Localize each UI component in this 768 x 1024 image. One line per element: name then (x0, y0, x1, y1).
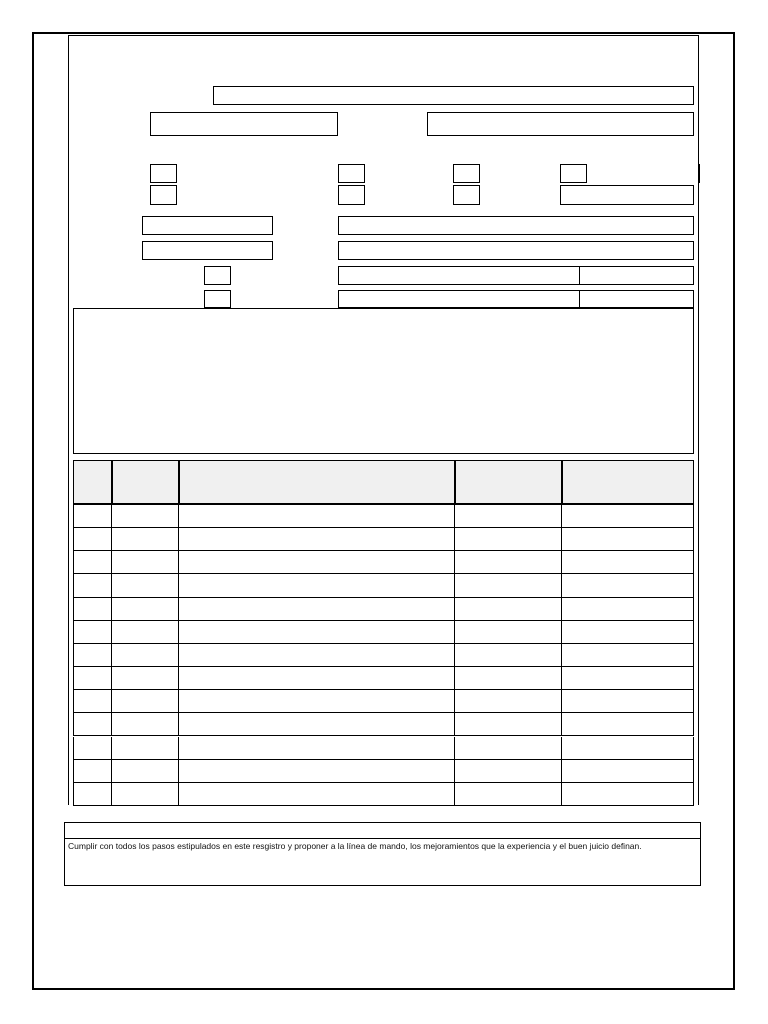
table-cell[interactable] (561, 505, 695, 527)
footer-note-header (64, 822, 701, 839)
table-cell[interactable] (178, 737, 454, 759)
table-cell[interactable] (178, 621, 454, 643)
table-row (73, 551, 694, 574)
table-cell[interactable] (454, 598, 561, 620)
records-table (73, 460, 694, 806)
table-cell[interactable] (111, 760, 178, 782)
table-cell[interactable] (561, 598, 695, 620)
split-field-2-divider (579, 291, 580, 307)
table-row (73, 644, 694, 667)
info-field-left-2[interactable] (142, 241, 273, 260)
table-cell[interactable] (454, 690, 561, 712)
table-cell[interactable] (74, 644, 111, 666)
checkbox-2b[interactable] (338, 185, 365, 205)
split-field-1[interactable] (338, 266, 694, 285)
table-cell[interactable] (111, 574, 178, 596)
table-cell[interactable] (178, 783, 454, 805)
table-cell[interactable] (561, 783, 695, 805)
table-cell[interactable] (454, 644, 561, 666)
table-cell[interactable] (561, 551, 695, 573)
table-cell[interactable] (111, 598, 178, 620)
table-cell[interactable] (74, 551, 111, 573)
table-cell[interactable] (561, 644, 695, 666)
description-area[interactable] (73, 308, 694, 454)
table-cell[interactable] (561, 737, 695, 759)
table-cell[interactable] (74, 574, 111, 596)
table-row (73, 574, 694, 597)
table-cell[interactable] (111, 528, 178, 550)
header-field-left[interactable] (150, 112, 338, 136)
table-cell[interactable] (74, 528, 111, 550)
table-cell[interactable] (111, 713, 178, 735)
table-cell[interactable] (178, 690, 454, 712)
checkbox-1a[interactable] (150, 164, 177, 183)
table-cell[interactable] (111, 667, 178, 689)
table-cell[interactable] (74, 713, 111, 735)
table-cell[interactable] (111, 737, 178, 759)
checkbox-3a[interactable] (453, 164, 480, 183)
small-checkbox-1[interactable] (204, 266, 231, 285)
table-cell[interactable] (454, 528, 561, 550)
info-field-left-1[interactable] (142, 216, 273, 235)
table-cell[interactable] (454, 505, 561, 527)
table-row (73, 598, 694, 621)
table-cell[interactable] (178, 760, 454, 782)
form-frame-left (68, 35, 69, 805)
table-cell[interactable] (74, 783, 111, 805)
table-cell[interactable] (178, 644, 454, 666)
info-field-right-2[interactable] (338, 241, 694, 260)
small-checkbox-2[interactable] (204, 290, 231, 308)
table-cell[interactable] (178, 667, 454, 689)
table-cell[interactable] (454, 713, 561, 735)
table-cell[interactable] (178, 598, 454, 620)
table-cell[interactable] (178, 505, 454, 527)
table-cell[interactable] (561, 690, 695, 712)
table-cell[interactable] (111, 783, 178, 805)
table-body (73, 505, 694, 806)
table-cell[interactable] (454, 760, 561, 782)
table-row (73, 737, 694, 760)
table-cell[interactable] (74, 760, 111, 782)
table-cell[interactable] (178, 528, 454, 550)
table-header-col-4 (454, 461, 561, 504)
table-cell[interactable] (178, 551, 454, 573)
form-frame-top (68, 35, 699, 36)
table-header-col-1 (74, 461, 111, 504)
table-row (73, 528, 694, 551)
table-cell[interactable] (561, 528, 695, 550)
title-field[interactable] (213, 86, 694, 105)
checkbox-1b[interactable] (150, 185, 177, 205)
table-cell[interactable] (561, 621, 695, 643)
checkbox-2a[interactable] (338, 164, 365, 183)
table-cell[interactable] (454, 621, 561, 643)
table-cell[interactable] (74, 737, 111, 759)
table-cell[interactable] (561, 574, 695, 596)
table-cell[interactable] (74, 598, 111, 620)
table-cell[interactable] (74, 621, 111, 643)
footer-note-box (64, 838, 701, 886)
split-field-1-divider (579, 267, 580, 284)
table-cell[interactable] (111, 621, 178, 643)
table-row (73, 667, 694, 690)
table-row (73, 505, 694, 528)
table-cell[interactable] (561, 713, 695, 735)
table-header-col-5 (561, 461, 693, 504)
header-field-right[interactable] (427, 112, 694, 136)
table-header-row (73, 460, 694, 505)
table-cell[interactable] (178, 713, 454, 735)
table-row (73, 783, 694, 806)
table-row (73, 713, 694, 736)
table-cell[interactable] (111, 690, 178, 712)
table-cell[interactable] (454, 783, 561, 805)
table-cell[interactable] (74, 505, 111, 527)
table-row (73, 760, 694, 783)
table-cell[interactable] (454, 737, 561, 759)
table-cell[interactable] (561, 760, 695, 782)
table-cell[interactable] (74, 690, 111, 712)
table-row (73, 621, 694, 644)
table-cell[interactable] (178, 574, 454, 596)
table-cell[interactable] (74, 667, 111, 689)
table-row (73, 690, 694, 713)
other-text-field[interactable] (560, 185, 694, 205)
table-cell[interactable] (111, 505, 178, 527)
table-cell[interactable] (111, 551, 178, 573)
info-field-right-1[interactable] (338, 216, 694, 235)
checkbox-4a[interactable] (560, 164, 587, 183)
split-field-2[interactable] (338, 290, 694, 308)
table-header-col-3 (178, 461, 454, 504)
table-cell[interactable] (111, 644, 178, 666)
table-cell[interactable] (561, 667, 695, 689)
table-header-col-2 (111, 461, 178, 504)
form-frame-right (698, 35, 699, 805)
footer-note-text: Cumplir con todos los pasos estipulados en este resgistro y proponer a la línea de mando, los mejoramientos que la experiencia y el buen juicio definan. (68, 841, 642, 851)
checkbox-3b[interactable] (453, 185, 480, 205)
table-cell[interactable] (454, 551, 561, 573)
checkbox-row-edge (699, 164, 700, 183)
table-cell[interactable] (454, 667, 561, 689)
table-cell[interactable] (454, 574, 561, 596)
